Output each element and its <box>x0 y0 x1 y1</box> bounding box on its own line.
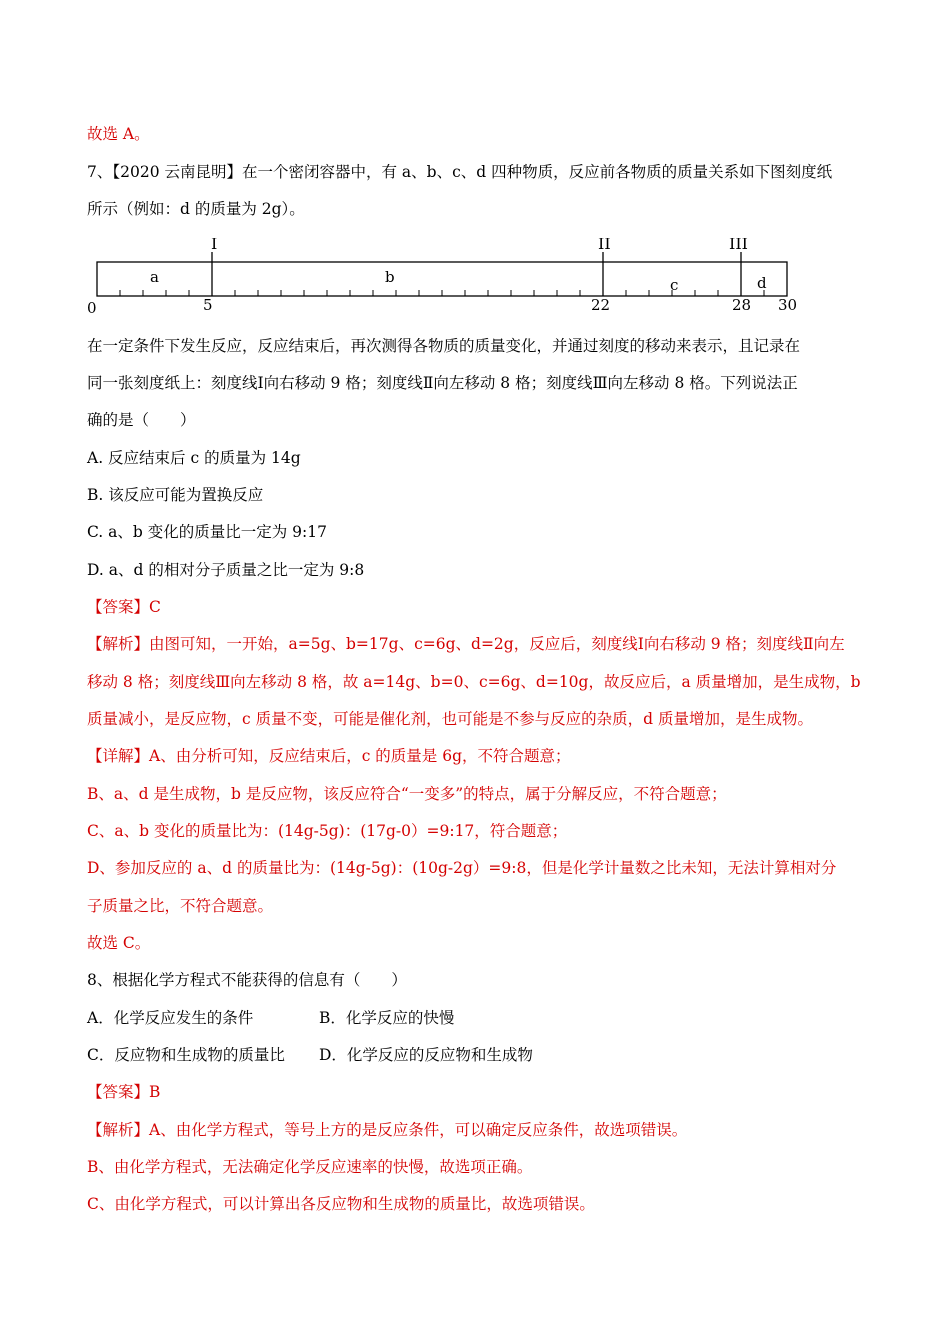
q7-conclusion: 故选 C。 <box>87 934 151 952</box>
q7-option-a: A. 反应结束后 c 的质量为 14g <box>87 449 301 467</box>
q8-options-row2 <box>87 1044 533 1066</box>
q8-option-c: C．反应物和生成物的质量比 <box>87 1046 285 1064</box>
q8-option-a: A．化学反应发生的条件 <box>87 1009 254 1027</box>
q8-option-b: B．化学反应的快慢 <box>319 1009 455 1027</box>
q7-detail-d-line2: 子质量之比，不符合题意。 <box>87 897 274 915</box>
divider-lines <box>212 252 741 296</box>
tick-label-0: 0 <box>87 299 97 317</box>
segment-d-label: d <box>757 274 767 292</box>
q7-stem-line1: 7、【2020 云南昆明】在一个密闭容器中，有 a、b、c、d 四种物质，反应前各物质的质量关系如下图刻度纸 <box>87 163 833 181</box>
q8-analysis-a: 【解析】A、由化学方程式，等号上方的是反应条件，可以确定反应条件，故选项错误。 <box>87 1121 688 1139</box>
q7-stem-line2: 所示（例如：d 的质量为 2g）。 <box>87 200 305 218</box>
q7-desc-line1: 在一定条件下发生反应，反应结束后，再次测得各物质的质量变化，并通过刻度的移动来表示，且记录在 <box>87 337 801 355</box>
q7-option-d: D. a、d 的相对分子质量之比一定为 9:8 <box>87 561 365 579</box>
q7-detail-d-line1: D、参加反应的 a、d 的质量比为：(14g-5g)：(10g-2g）=9:8，但是化学计量数之比未知，无法计算相对分 <box>87 859 837 877</box>
segment-c-label: c <box>670 276 679 294</box>
q7-detail-a: 【详解】A、由分析可知，反应结束后，c 的质量是 6g，不符合题意； <box>87 747 571 765</box>
q7-analysis-line1: 【解析】由图可知，一开始，a=5g、b=17g、c=6g、d=2g，反应后，刻度线Ⅰ向右移动 9 格；刻度线Ⅱ向左 <box>87 635 845 653</box>
q7-desc-line2: 同一张刻度纸上：刻度线Ⅰ向右移动 9 格；刻度线Ⅱ向左移动 8 格；刻度线Ⅲ向左移动 8 格。下列说法正 <box>87 374 798 392</box>
q7-analysis-line3: 质量减小，是反应物，c 质量不变，可能是催化剂，也可能是不参与反应的杂质，d 质量增加，是生成物。 <box>87 710 813 728</box>
marker-1: I <box>211 238 218 253</box>
q8-options-row1 <box>87 1007 454 1029</box>
q8-stem: 8、根据化学方程式不能获得的信息有（ ） <box>87 971 407 989</box>
q8-answer: 【答案】B <box>87 1083 161 1101</box>
q6-conclusion: 故选 A。 <box>87 125 150 143</box>
tick-label-28: 28 <box>732 296 752 314</box>
q7-analysis-line2: 移动 8 格；刻度线Ⅲ向左移动 8 格，故 a=14g、b=0、c=6g、d=10g，故反应后，a 质量增加，是生成物，b <box>87 673 861 691</box>
scale-paper-diagram <box>87 238 807 318</box>
minor-ticks <box>120 290 764 296</box>
marker-2: II <box>598 238 611 253</box>
q7-desc-line3: 确的是（ ） <box>87 411 196 429</box>
marker-3: III <box>729 238 748 253</box>
q7-answer: 【答案】C <box>87 598 161 616</box>
segment-a-label: a <box>150 268 159 286</box>
q8-option-d: D．化学反应的反应物和生成物 <box>319 1046 533 1064</box>
q7-option-b: B. 该反应可能为置换反应 <box>87 486 264 504</box>
segment-b-label: b <box>385 268 395 286</box>
tick-label-5: 5 <box>203 296 213 314</box>
q8-analysis-c: C、由化学方程式，可以计算出各反应物和生成物的质量比，故选项错误。 <box>87 1195 595 1213</box>
q8-analysis-b: B、由化学方程式，无法确定化学反应速率的快慢，故选项正确。 <box>87 1158 533 1176</box>
q7-detail-b: B、a、d 是生成物，b 是反应物，该反应符合“一变多”的特点，属于分解反应，不符合题意； <box>87 785 727 803</box>
tick-label-30: 30 <box>778 296 798 314</box>
q7-detail-c: C、a、b 变化的质量比为：(14g-5g)：(17g-0）=9:17，符合题意； <box>87 822 568 840</box>
tick-label-22: 22 <box>591 296 611 314</box>
q7-option-c: C. a、b 变化的质量比一定为 9:17 <box>87 523 327 541</box>
